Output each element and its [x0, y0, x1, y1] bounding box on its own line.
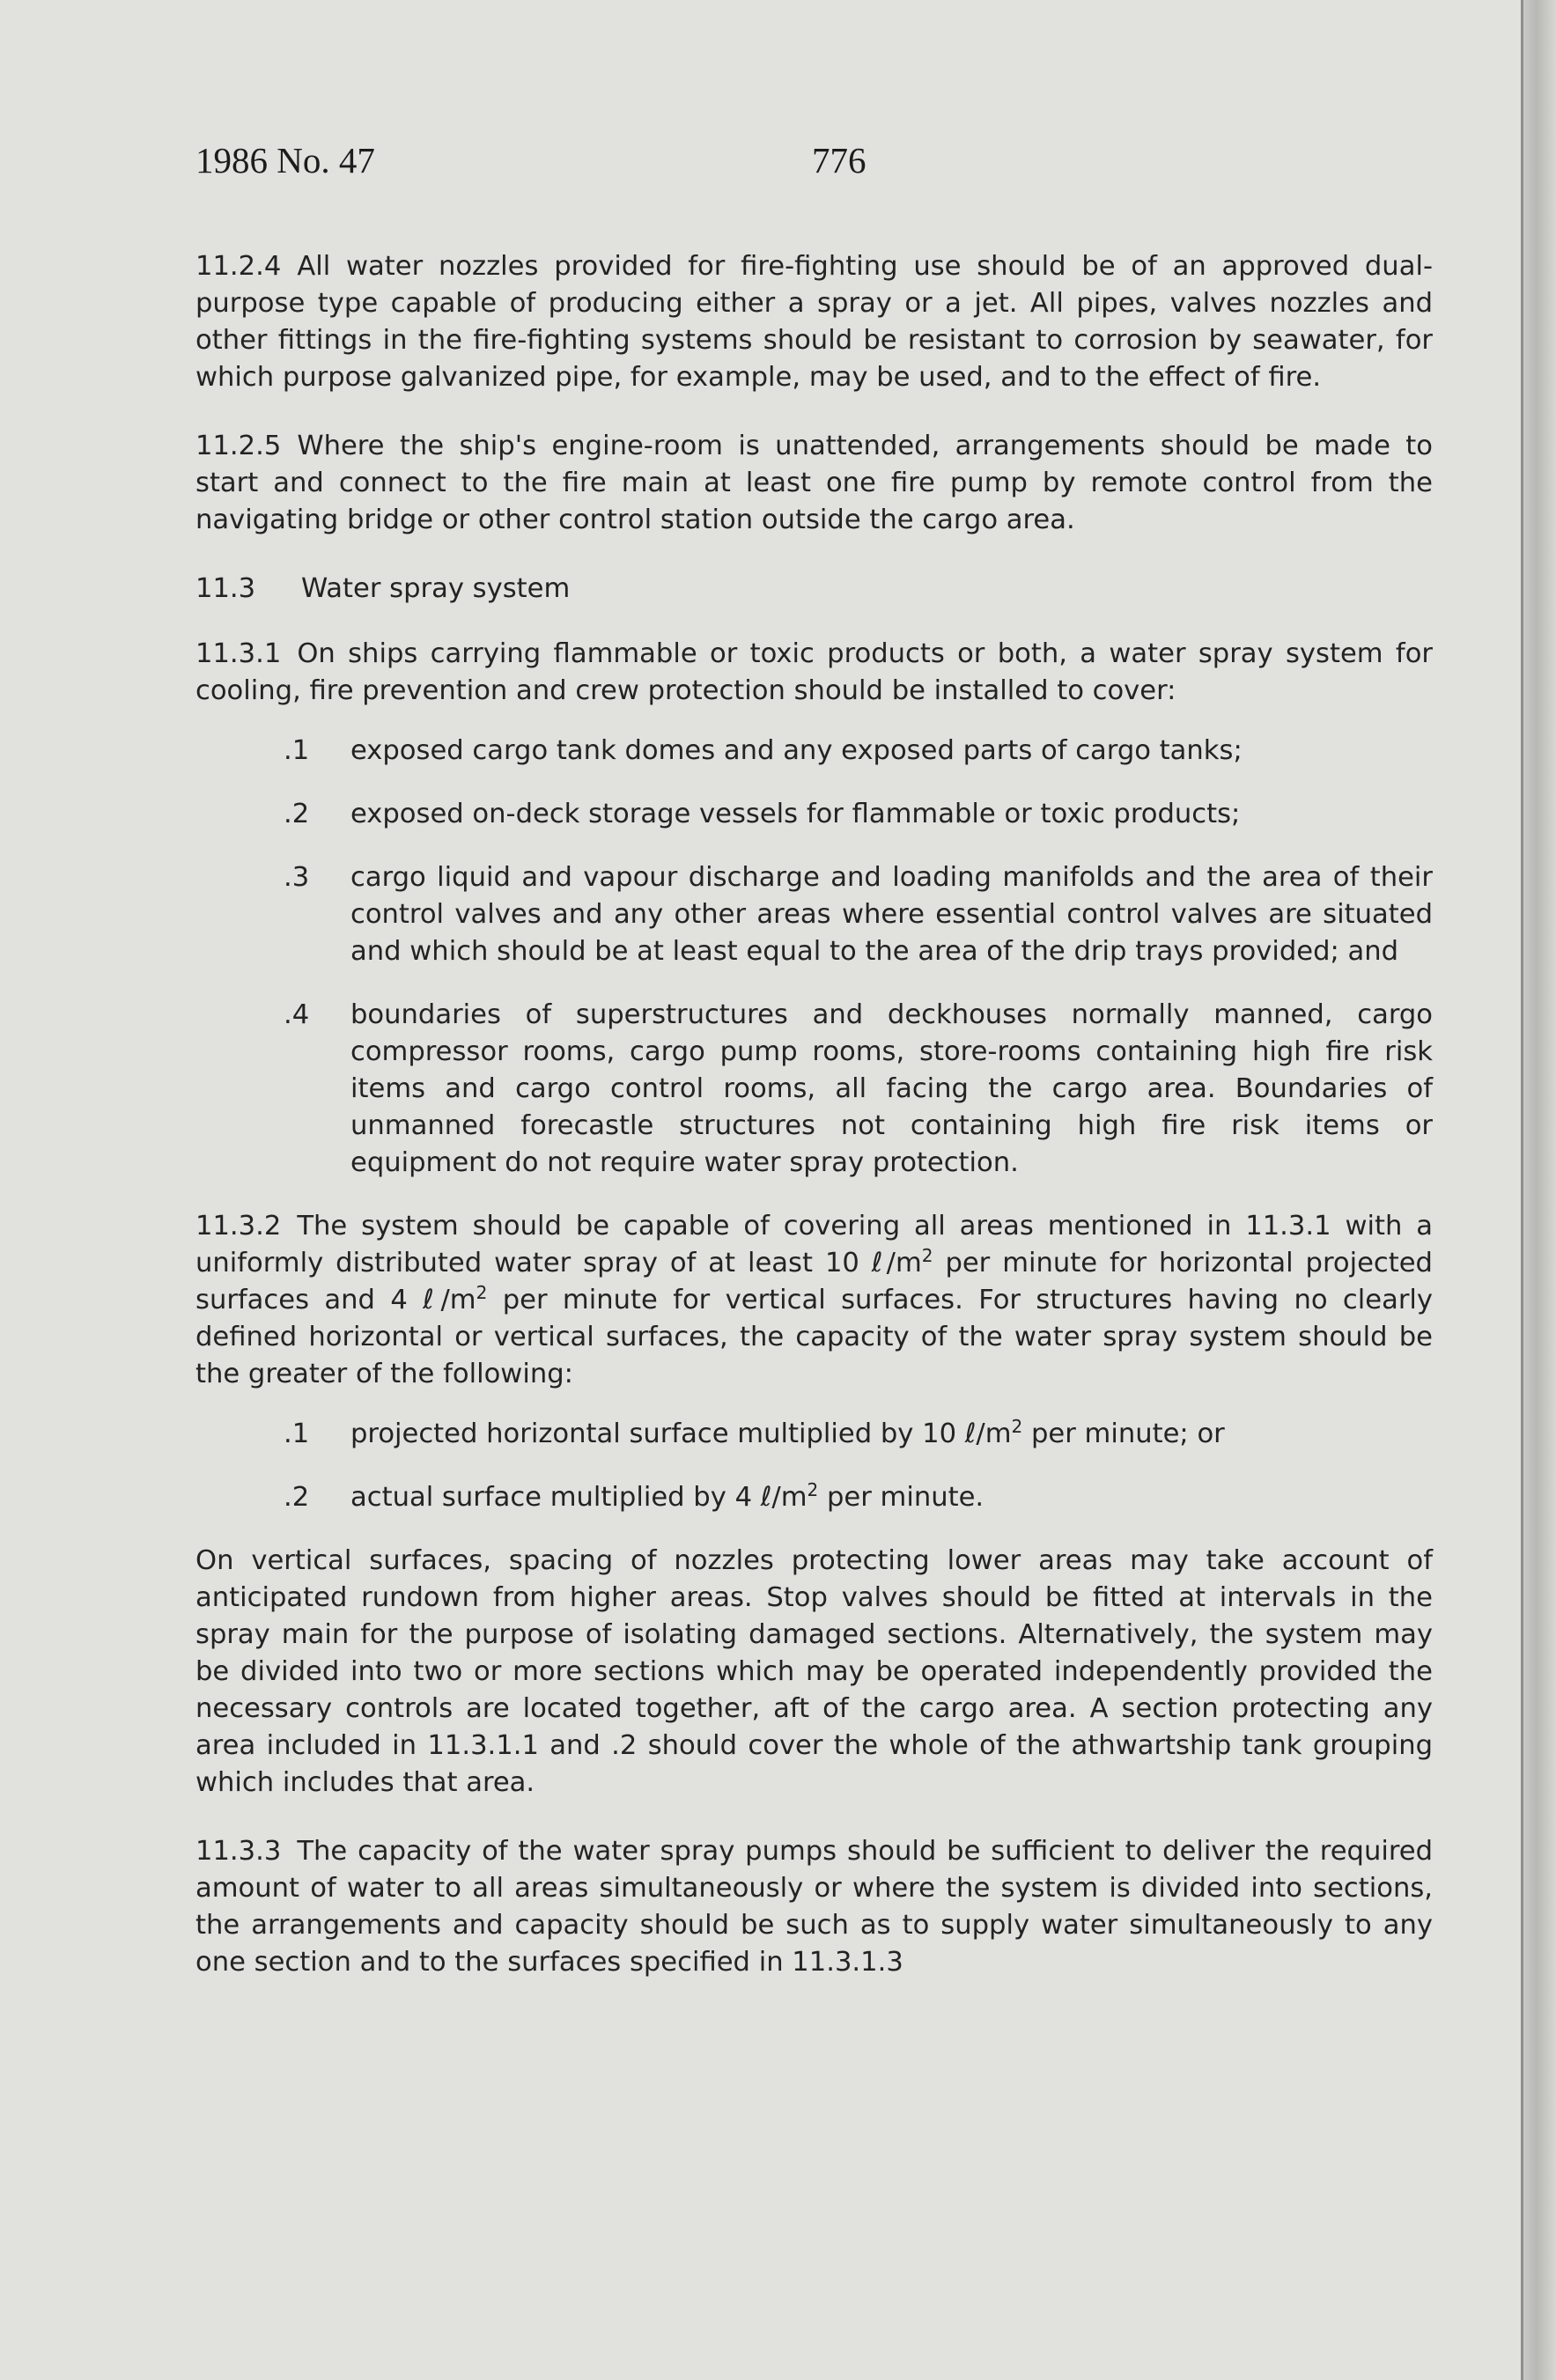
list-marker: .4: [284, 999, 310, 1030]
page-body: [195, 248, 1433, 2013]
superscript: 2: [807, 1478, 819, 1500]
rate-value: 10 ℓ/m: [922, 1418, 1012, 1449]
list-marker: .1: [284, 1418, 310, 1449]
rate-value: 10 ℓ/m: [824, 1248, 922, 1278]
paragraph-text: On vertical surfaces, spacing of nozzles protecting lower areas may take account of anticipated rundown from higher areas. Stop valves should be fitted at intervals in the spray main for the purpose of isolating damaged sections. Alternatively, the system may be divided into two or more sections which may be operated independently provided the necessary controls are located together, aft of the cargo area. A section protecting any area included in 11.3.1.1 and .2 should cover the whole of the athwartship tank grouping which includes that area.: [195, 1545, 1433, 1798]
list-item-text: per minute; or: [1030, 1418, 1225, 1449]
paragraph-number: 11.3.2: [195, 1211, 282, 1242]
page-number: 776: [812, 140, 866, 181]
paragraph-text: Where the ship's engine-room is unattended, arrangements should be made to start and connect to the fire main at least one fire pump by remote control from the navigating bridge or other control station outside the cargo area.: [195, 431, 1433, 535]
paragraph-text: On ships carrying flammable or toxic products or both, a water spray system for cooling, fire prevention and crew protection should be installed to cover:: [195, 638, 1433, 706]
list-item-text: exposed on-deck storage vessels for flammable or toxic products;: [350, 799, 1241, 829]
list-item: [195, 796, 1433, 833]
paragraph-text: per minute for horizontal projected surfaces and: [195, 1248, 1433, 1315]
list-item-text: actual surface multiplied by: [350, 1482, 726, 1513]
list-item: [195, 997, 1433, 1182]
list-marker: .3: [284, 862, 310, 893]
paragraph-number: 11.3.1: [195, 638, 282, 669]
list-marker: .2: [284, 799, 310, 829]
paragraph-text: The capacity of the water spray pumps should be sufficient to deliver the required amount of water to all areas simultaneously or where the system is divided into sections, the arrangements and capacity should be such as to supply water simultaneously to any one section and to the surfaces specified in 11.3.1.3: [195, 1836, 1433, 1978]
paragraph-vertical-surfaces: [195, 1543, 1433, 1802]
list-item: [195, 1479, 1433, 1516]
list-item-text: cargo liquid and vapour discharge and loading manifolds and the area of their control valves and any other areas where essential control valves are situated and which should be at least equal to the area of the drip trays provided; and: [350, 862, 1433, 967]
list-item-text: projected horizontal surface multiplied by: [350, 1418, 914, 1449]
paragraph-text: All water nozzles provided for fire-fighting use should be of an approved dual-purpose type capable of producing either a spray or a jet. All pipes, valves nozzles and other fittings in the fire-fighting systems should be resistant to corrosion by seawater, for which purpose galvanized pipe, for example, may be used, and to the effect of fire.: [195, 251, 1433, 393]
list-item: [195, 1416, 1433, 1453]
paragraph-11-3-3: [195, 1833, 1433, 1981]
rate-value: 4 ℓ/m: [390, 1285, 476, 1315]
binding-spine: [1523, 0, 1556, 2380]
list-marker: .2: [284, 1482, 310, 1513]
paragraph-text: The system should be capable of covering all areas mentioned in 11.3.1 with a uniformly distributed water spray of at least: [195, 1211, 1433, 1278]
paragraph-number: 11.3.3: [195, 1836, 282, 1867]
paragraph-11-3-2: [195, 1208, 1433, 1393]
section-title: Water spray system: [301, 573, 571, 604]
list-11-3-2: [195, 1416, 1433, 1516]
list-item: [195, 859, 1433, 970]
list-item-text: exposed cargo tank domes and any exposed parts of cargo tanks;: [350, 735, 1243, 766]
paragraph-number: 11.2.4: [195, 251, 282, 282]
list-marker: .1: [284, 735, 310, 766]
paragraph-11-3-1: [195, 636, 1433, 710]
section-number: 11.3: [195, 573, 256, 604]
list-item: [195, 733, 1433, 770]
list-item-text: boundaries of superstructures and deckhouses normally manned, cargo compressor rooms, cargo pump rooms, store-rooms containing high fire risk items and cargo control rooms, all facing the cargo area. Boundaries of unmanned forecastle structures not containing high fire risk items or equipment do not require water spray protection.: [350, 999, 1433, 1178]
paragraph-number: 11.2.5: [195, 431, 282, 461]
paragraph-11-2-5: [195, 428, 1433, 539]
superscript: 2: [1011, 1415, 1023, 1437]
list-item-text: per minute.: [826, 1482, 984, 1513]
superscript: 2: [921, 1244, 933, 1266]
page-header: [195, 139, 1446, 192]
superscript: 2: [476, 1281, 488, 1303]
paragraph-text: per minute for vertical surfaces. For structures having no clearly defined horizontal or vertical surfaces, the capacity of the water spray system should be the greater of the following:: [195, 1285, 1434, 1389]
section-heading: [195, 571, 1433, 608]
statute-reference: 1986 No. 47: [195, 140, 375, 181]
paragraph-11-2-4: [195, 248, 1433, 396]
rate-value: 4 ℓ/m: [734, 1482, 807, 1513]
list-11-3-1: [195, 733, 1433, 1182]
